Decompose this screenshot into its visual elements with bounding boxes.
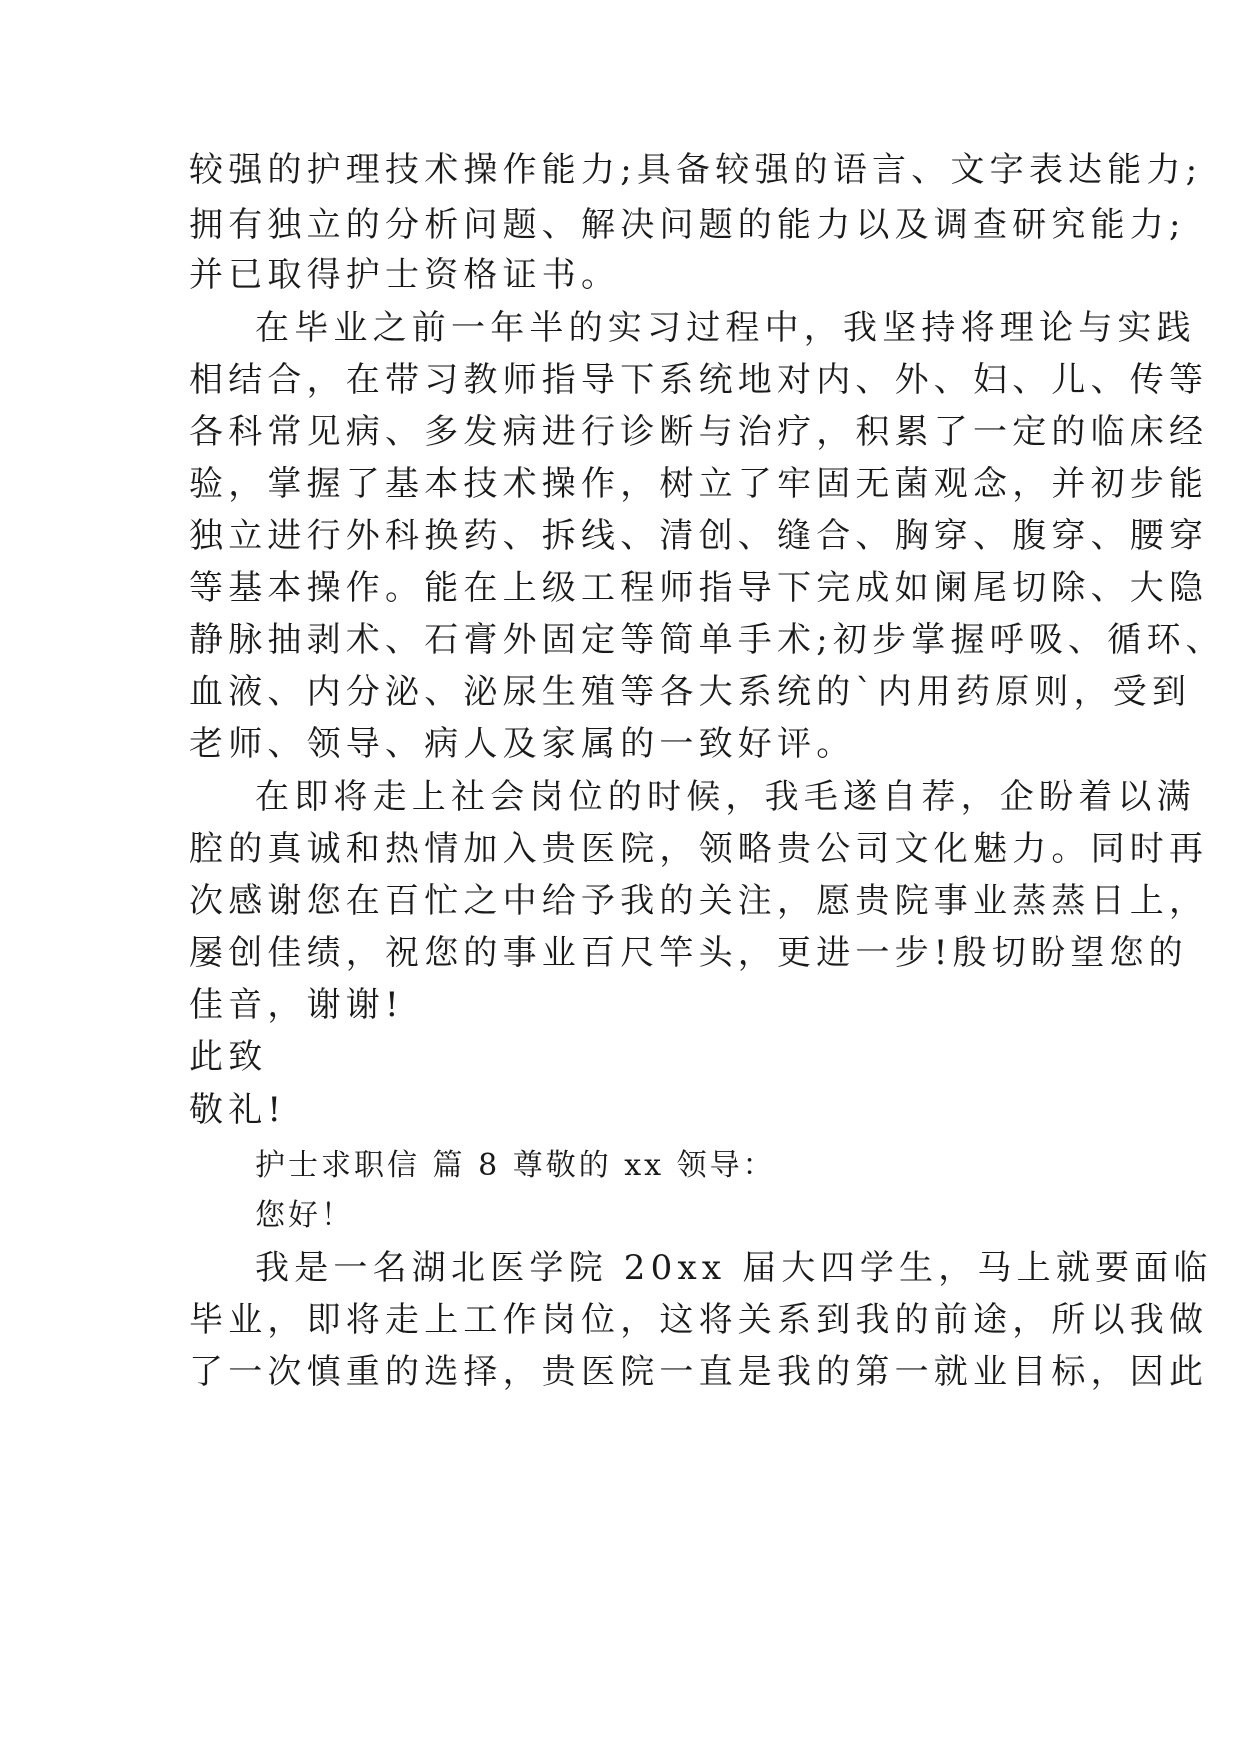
text-line: 等基本操作。能在上级工程师指导下完成如阑尾切除、大隐 xyxy=(189,568,1209,608)
text-line: 并已取得护士资格证书。 xyxy=(189,255,621,295)
text-line: 腔的真诚和热情加入贵医院，领略贵公司文化魅力。同时再 xyxy=(189,829,1209,869)
text-line: 相结合，在带习教师指导下系统地对内、外、妇、儿、传等 xyxy=(189,360,1209,400)
paragraph-start-line: 我是一名湖北医学院 20xx 届大四学生，马上就要面临 xyxy=(255,1248,1213,1288)
section-heading: 护士求职信 篇 8 尊敬的 xx 领导： xyxy=(255,1148,776,1183)
text-line: 血液、内分泌、泌尿生殖等各大系统的`内用药原则，受到 xyxy=(189,672,1192,712)
text-line: 佳音，谢谢! xyxy=(189,985,404,1025)
text-line: 各科常见病、多发病进行诊断与治疗，积累了一定的临床经 xyxy=(189,412,1209,452)
text-line: 较强的护理技术操作能力;具备较强的语言、文字表达能力; xyxy=(189,150,1203,190)
greeting: 您好！ xyxy=(255,1198,354,1233)
text-line: 毕业，即将走上工作岗位，这将关系到我的前途，所以我做 xyxy=(189,1300,1209,1340)
paragraph-start-line: 在毕业之前一年半的实习过程中，我坚持将理论与实践 xyxy=(255,308,1196,348)
text-line: 次感谢您在百忙之中给予我的关注，愿贵院事业蒸蒸日上， xyxy=(189,881,1209,921)
text-line: 了一次慎重的选择，贵医院一直是我的第一就业目标，因此 xyxy=(189,1352,1209,1392)
closing-phrase: 此致 xyxy=(189,1037,268,1077)
closing-salutation: 敬礼! xyxy=(189,1090,287,1130)
text-line: 屡创佳绩，祝您的事业百尺竿头，更进一步!殷切盼望您的 xyxy=(189,933,1188,973)
text-line: 拥有独立的分析问题、解决问题的能力以及调查研究能力; xyxy=(189,205,1186,245)
text-line: 独立进行外科换药、拆线、清创、缝合、胸穿、腹穿、腰穿 xyxy=(189,516,1209,556)
text-line: 老师、领导、病人及家属的一致好评。 xyxy=(189,724,856,764)
text-line: 静脉抽剥术、石膏外固定等简单手术;初步掌握呼吸、循环、 xyxy=(189,620,1225,660)
text-line: 验，掌握了基本技术操作，树立了牢固无菌观念，并初步能 xyxy=(189,464,1209,504)
paragraph-start-line: 在即将走上社会岗位的时候，我毛遂自荐，企盼着以满 xyxy=(255,777,1196,817)
